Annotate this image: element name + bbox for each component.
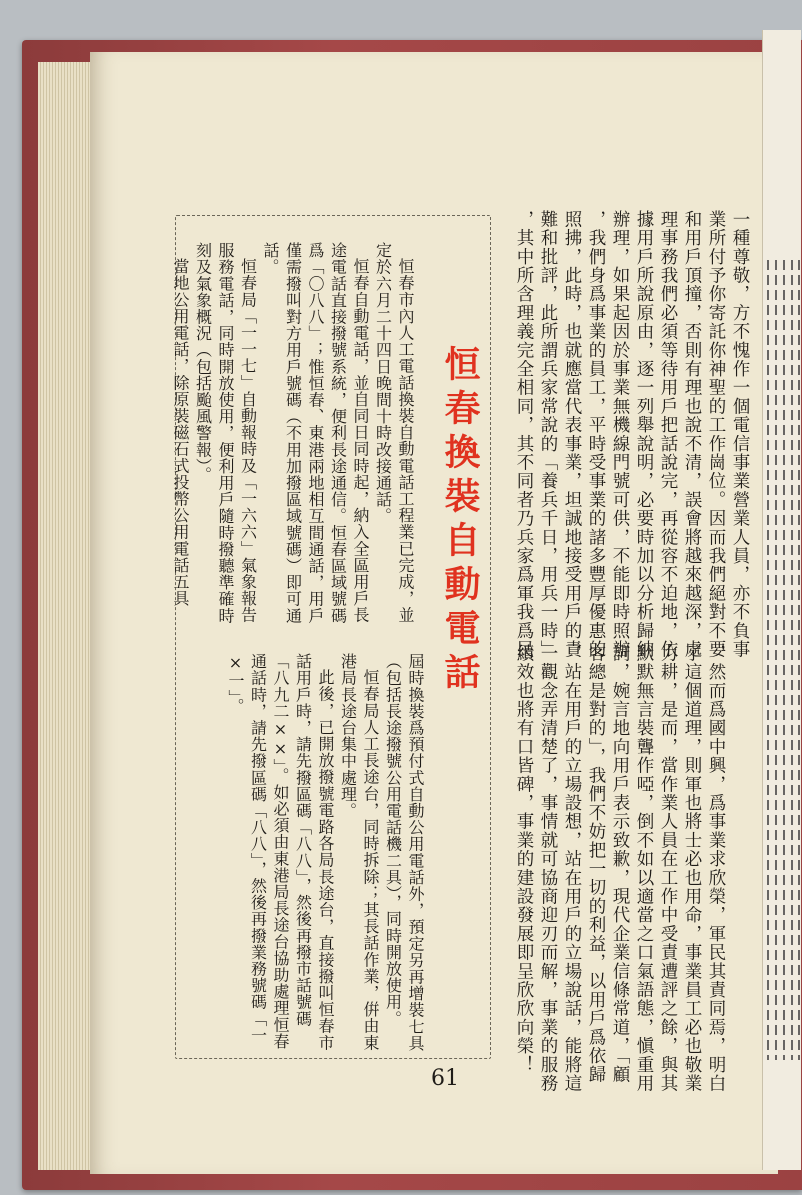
essay-line: 難和批評，此所謂兵家常說的「養兵千日，用兵一時」 [538,210,558,659]
essay-text-bottom [512,644,728,1093]
notice-paragraph: 恒春局人工長途台，同時拆除；其長話作業，倂由東港局長途台集中處理。 [338,653,380,1051]
essay-line: 績效也將有口皆碑，事業的建設發展即呈欣欣向榮！ [514,644,534,1075]
page-number: 61 [431,1066,459,1091]
notice-text-top [171,242,416,637]
essay-line: 一種尊敬，方不愧作一個電信事業營業人員，亦不負事 [730,210,750,659]
essay-line: 辦理，如果起因於事業無機線門號可供，不能即時照辦 [610,210,630,659]
essay-text-top [512,210,752,659]
notice-paragraph: 屆時換裝爲預付式自動公用電話外，預定另再增裝七具（包括長途撥號公用電話機二具），同時開放使用。 [383,653,425,1052]
essay-line: ，站在用戶的立場設想，站在用戶的立場說話，能將這 [562,644,582,1093]
essay-line: ，其中所含理義完全相同，其不同者乃兵家爲軍我爲民 [514,210,534,659]
essay-line: ，我們身爲事業的員工，平時受事業的諸多豐厚優惠的 [586,210,606,659]
essay-line: 詞，婉言地向用戶表示致歉，現代企業信條常道，「顧 [610,644,630,1085]
notice-paragraph: 恒春局「一一七」自動報時及「一六六」氣象報告服務電話，同時開放使用，便利用戶隨時撥聽準確時刻及氣象概況（包括颱風警報）。 [193,242,258,624]
essay-line: 理事務我們必須等待用戶把話說完，再從容不迫地，依 [658,210,678,659]
essay-line: 客總是對的」，我們不妨把一切的利益，以用戶爲依歸 [586,644,606,1085]
notice-paragraph: 當地公用電話，除原裝磁石式投幣公用電話五具 [171,258,190,607]
essay-line: 業所付予你寄託你神聖的工作崗位。因而我們絕對不要 [706,210,726,659]
essay-line: 和用戶頂撞，否則有理也說不清，誤會將越來越深，處 [682,210,702,659]
essay-line: 默默無言裝聾作啞，倒不如以適當之口氣語態，愼重用 [634,644,654,1093]
notice-text-bottom [186,653,426,1055]
notice-paragraph: 此後，已開放撥號電路各局長途台，直接撥叫恒春市話用戶時，請先撥區碼「八八」，然後再撥市話號碼「八九二××」。如必須由東港局長途台協助處理恒春通話時，請先撥區碼「八八」，然後再撥業務號碼「一×一」。 [226,653,335,1051]
essay-line: 一觀念弄清楚了，事情就可協商迎刃而解，事業的服務 [538,644,558,1093]
essay-line: ，然而爲國中興，爲事業求欣榮，軍民其責同焉，明白 [706,644,726,1093]
next-page-edge [762,30,801,1170]
essay-line: 了這個道理，則軍也將士必也用命，事業員工必也敬業 [682,644,702,1093]
notice-paragraph: 恒春自動電話，並自同日同時起，納入全區用戶長途電話直接撥號系統，便利長途通信。恒春區域號碼爲「〇八八」；惟恒春、東港兩地相互間通話，用戶僅需撥叫對方用戶號碼（不用加撥區域號碼）即可通話。 [261,242,370,624]
page-stack [38,62,98,1170]
essay-line: 據用戶所說原由，逐一列舉說明，必要時加以分析歸納 [634,210,654,659]
notice-title: 恒春換裝自動電話 [439,345,481,697]
essay-line: 照拂，此時，也就應當代表事業，坦誠地接受用戶的責 [562,210,582,659]
essay-line: 力耕，是而，當作業人員在工作中受責遭評之餘，與其 [658,644,678,1093]
notice-paragraph: 恒春市內人工電話換裝自動電話工程業已完成，並定於六月二十四日晚間十時改接通話。 [373,242,415,624]
